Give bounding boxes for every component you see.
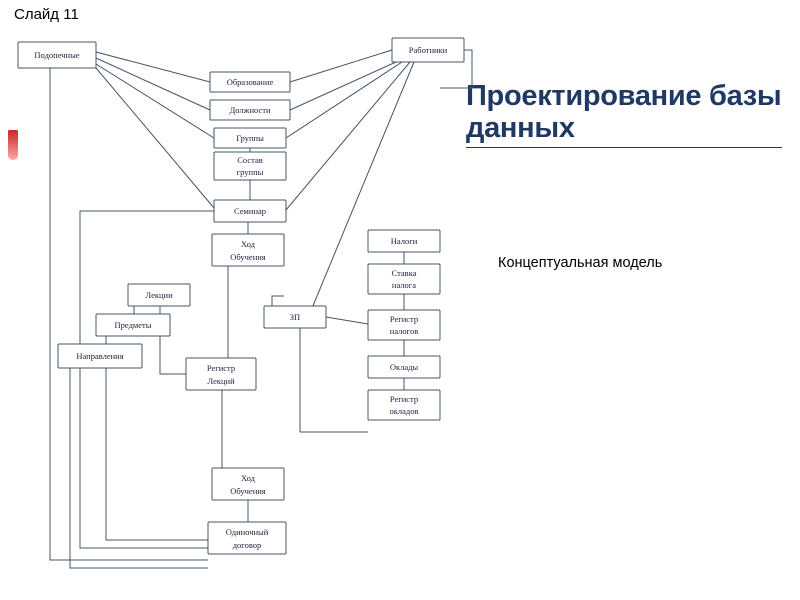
node-registr-nalogov — [368, 310, 440, 340]
node-hod-obucheniya-1 — [212, 234, 284, 266]
node-napravleniya — [58, 344, 142, 368]
node-label: Семинар — [233, 205, 267, 216]
title-block — [466, 80, 786, 148]
node-podopechnye — [18, 42, 96, 68]
node-label: Должности — [229, 104, 271, 115]
diagram-nodes — [18, 38, 464, 554]
node-label: Предметы — [114, 319, 152, 330]
node-sostav-gruppy — [214, 152, 286, 180]
node-label: Направления — [76, 350, 124, 361]
node-gruppy — [214, 128, 286, 148]
node-hod-obucheniya-2 — [212, 468, 284, 500]
node-label: ЗП — [289, 311, 301, 322]
node-obrazovanie — [210, 72, 290, 92]
node-label: Подопечные — [34, 49, 80, 60]
node-label: Ход — [241, 238, 255, 249]
er-diagram — [10, 28, 480, 573]
node-label: Работники — [408, 44, 448, 55]
title-underline — [466, 147, 782, 148]
slide-number-label: Слайд 11 — [14, 6, 79, 23]
node-label: договор — [232, 539, 262, 550]
diagram-svg — [10, 28, 480, 573]
node-seminar — [214, 200, 286, 222]
node-label: Образование — [226, 76, 274, 87]
node-lekcii — [128, 284, 190, 306]
node-registr-okladov — [368, 390, 440, 420]
node-nalogi — [368, 230, 440, 252]
node-label: Лекций — [207, 375, 235, 386]
node-label: Налоги — [390, 235, 418, 246]
node-odinochnyy-dogovor — [208, 522, 286, 554]
node-rabotniki — [392, 38, 464, 62]
node-label: Обучения — [230, 251, 266, 262]
node-label: Регистр — [389, 393, 419, 404]
node-label: Ход — [241, 472, 255, 483]
node-label: Регистр — [206, 362, 236, 373]
node-zp — [264, 306, 326, 328]
node-stavka-naloga — [368, 264, 440, 294]
subtitle: Концептуальная модель — [498, 255, 663, 271]
node-predmety — [96, 314, 170, 336]
page-title: Проектирование базы данных — [466, 80, 782, 145]
node-label: налога — [391, 279, 417, 290]
node-label: Регистр — [389, 313, 419, 324]
node-label: Ставка — [391, 267, 417, 278]
node-label: окладов — [389, 405, 419, 416]
node-oklady — [368, 356, 440, 378]
node-label: налогов — [389, 325, 419, 336]
node-label: группы — [236, 166, 264, 177]
node-dolzhnosti — [210, 100, 290, 120]
node-label: Состав — [237, 154, 263, 165]
node-label: Лекции — [145, 289, 173, 300]
node-registr-lekciy — [186, 358, 256, 390]
node-label: Оклады — [389, 361, 419, 372]
node-label: Группы — [236, 132, 264, 143]
node-label: Обучения — [230, 485, 266, 496]
node-label: Одиночный — [225, 526, 269, 537]
